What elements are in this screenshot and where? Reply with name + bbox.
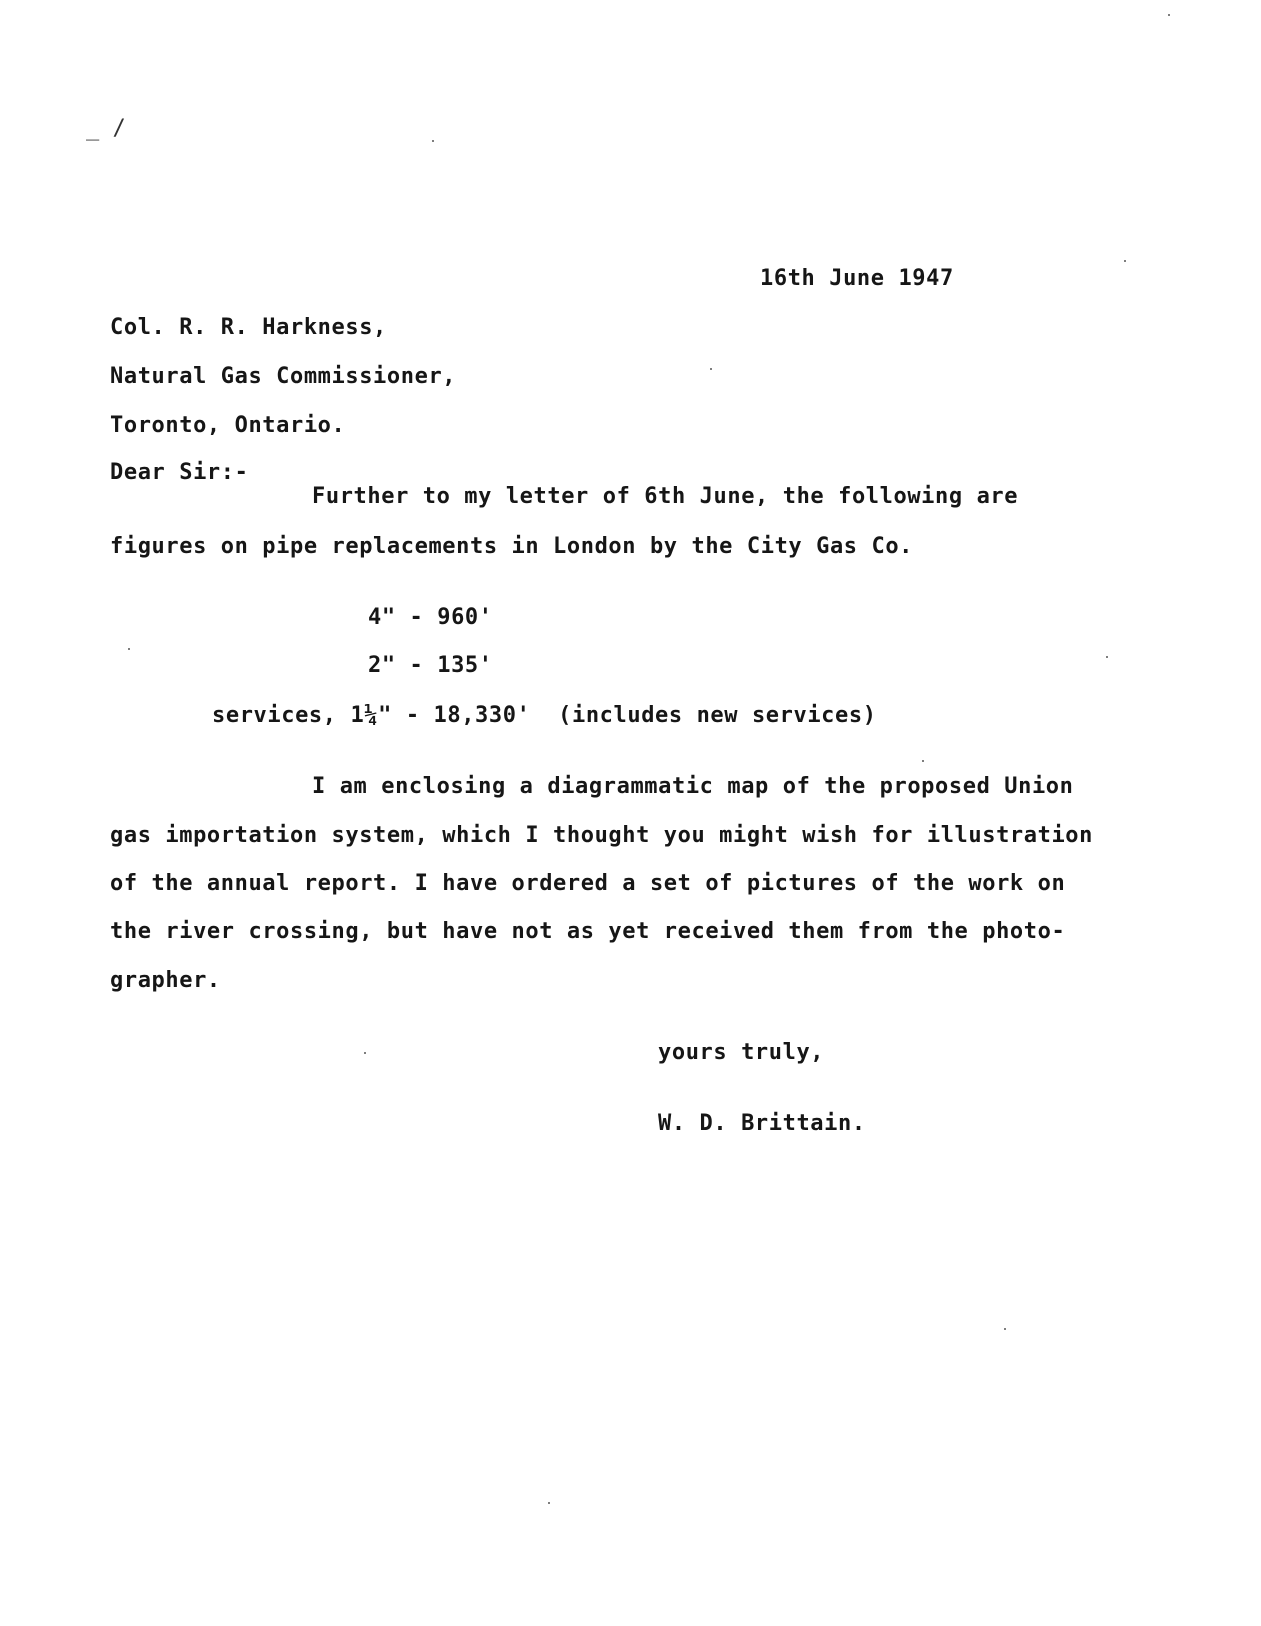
paragraph2-line2: gas importation system, which I thought you might wish for illustration (110, 823, 1094, 848)
paragraph2-line1: I am enclosing a diagrammatic map of the proposed Union (312, 774, 1074, 799)
paragraph2-line3: of the annual report. I have ordered a set of pictures of the work on (110, 871, 1066, 896)
scan-speck (1106, 656, 1108, 658)
corner-mark: _ / (86, 116, 126, 141)
salutation: Dear Sir:- (110, 460, 249, 485)
figure-row-4in: 4" - 960' (368, 605, 493, 630)
scan-speck (1004, 1328, 1006, 1330)
scan-speck (128, 648, 130, 650)
scan-speck (710, 368, 712, 370)
scan-speck (432, 140, 434, 142)
figure-row-services: services, 1¼" - 18,330' (includes new services) (212, 703, 877, 728)
figure-row-2in: 2" - 135' (368, 653, 493, 678)
scan-speck (1124, 260, 1126, 262)
scan-speck (548, 1502, 550, 1504)
paragraph2-line4: the river crossing, but have not as yet received them from the photo- (110, 919, 1066, 944)
paragraph2-line5: grapher. (110, 968, 221, 993)
scan-speck (1168, 14, 1170, 16)
paragraph1-line1: Further to my letter of 6th June, the following are (312, 484, 1019, 509)
recipient-name: Col. R. R. Harkness, (110, 315, 387, 340)
scan-speck (364, 1052, 366, 1054)
scan-speck (922, 760, 924, 762)
recipient-title: Natural Gas Commissioner, (110, 364, 457, 389)
closing: yours truly, (658, 1040, 825, 1065)
paragraph1-line2: figures on pipe replacements in London by the City Gas Co. (110, 534, 914, 559)
signature: W. D. Brittain. (658, 1111, 866, 1136)
letter-date: 16th June 1947 (760, 266, 954, 291)
recipient-city: Toronto, Ontario. (110, 413, 346, 438)
